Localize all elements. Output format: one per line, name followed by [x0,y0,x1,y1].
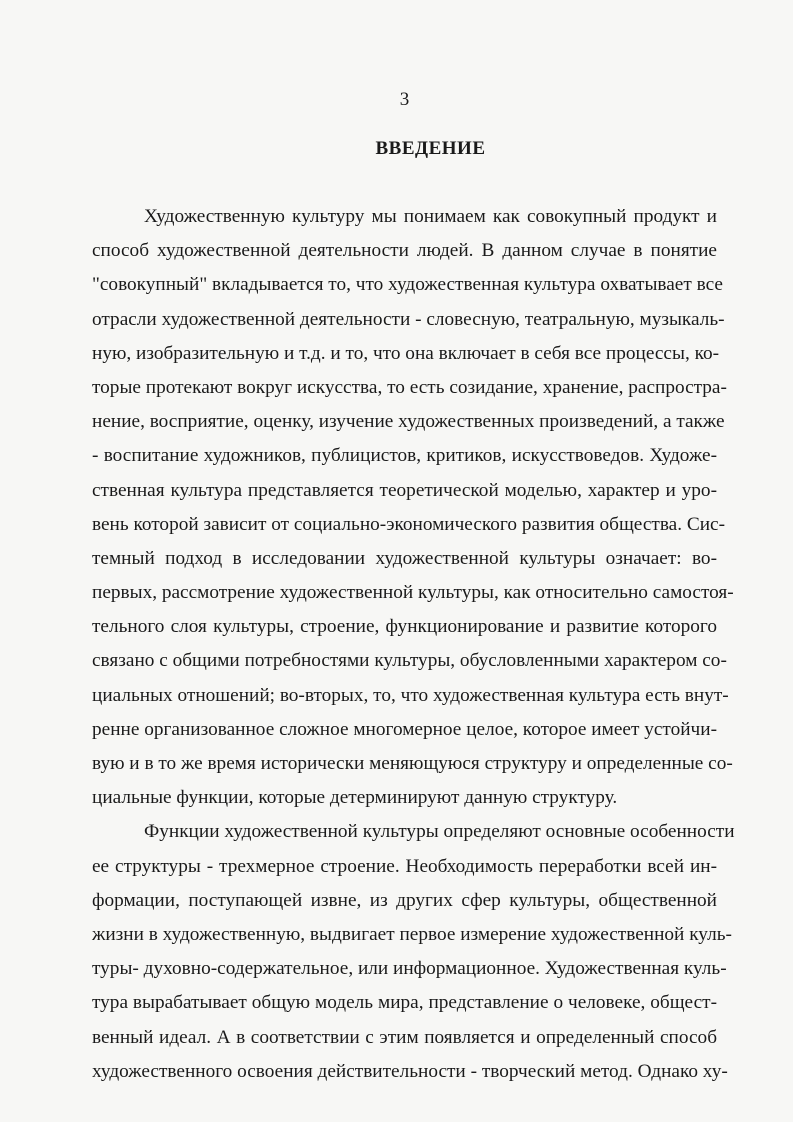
text-line: нение, восприятие, оценку, изучение художественных произведений, а также [92,411,725,433]
text-line: отрасли художественной деятельности - словесную, театральную, музыкаль- [92,308,725,330]
text-line: связано с общими потребностями культуры, обусловленными характером со- [92,650,727,672]
text-line: первых, рассмотрение художественной культуры, как относительно самостоя- [92,582,734,604]
section-heading: ВВЕДЕНИЕ [375,138,486,159]
text-line: ренне организованное сложное многомерное целое, которое имеет устойчи- [92,718,717,740]
text-line: - воспитание художников, публицистов, критиков, искусствоведов. Художе- [92,445,717,467]
text-line: тура вырабатывает общую модель мира, представление о человеке, общест- [92,992,717,1014]
text-line: формации, поступающей извне, из других сфер культуры, общественной [92,889,717,911]
text-line: способ художественной деятельности людей. В данном случае в понятие [92,240,717,262]
text-line: венный идеал. А в соответствии с этим появляется и определенный способ [92,1026,717,1048]
body-text [92,200,735,1089]
page-number: 3 [399,89,410,110]
text-line: тельного слоя культуры, строение, функционирование и развитие которого [92,616,717,638]
text-line: художественного освоения действительности - творческий метод. Однако ху- [92,1060,728,1082]
text-line: "совокупный" вкладывается то, что художественная культура охватывает все [92,274,723,296]
text-line: ее структуры - трехмерное строение. Необходимость переработки всей ин- [92,855,717,877]
text-line: жизни в художественную, выдвигает первое измерение художественной куль- [92,923,732,945]
text-line: циальных отношений; во-вторых, то, что художественная культура есть внут- [92,684,729,706]
text-line: торые протекают вокруг искусства, то есть созидание, хранение, распростра- [92,376,727,398]
text-line: Функции художественной культуры определяют основные особенности [144,821,735,843]
text-line: ную, изобразительную и т.д. и то, что она включает в себя все процессы, ко- [92,342,720,364]
text-line: Художественную культуру мы понимаем как совокупный продукт и [144,206,717,227]
text-line: ственная культура представляется теоретической моделью, характер и уро- [92,479,717,501]
text-line: туры- духовно-содержательное, или информационное. Художественная куль- [92,958,727,980]
text-line: вую и в то же время исторически меняющуюся структуру и определенные со- [92,753,733,774]
text-line: циальные функции, которые детерминируют данную структуру. [92,787,618,809]
text-line: темный подход в исследовании художественной культуры означает: во- [92,547,717,569]
text-line: вень которой зависит от социально-экономического развития общества. Сис- [92,513,726,535]
